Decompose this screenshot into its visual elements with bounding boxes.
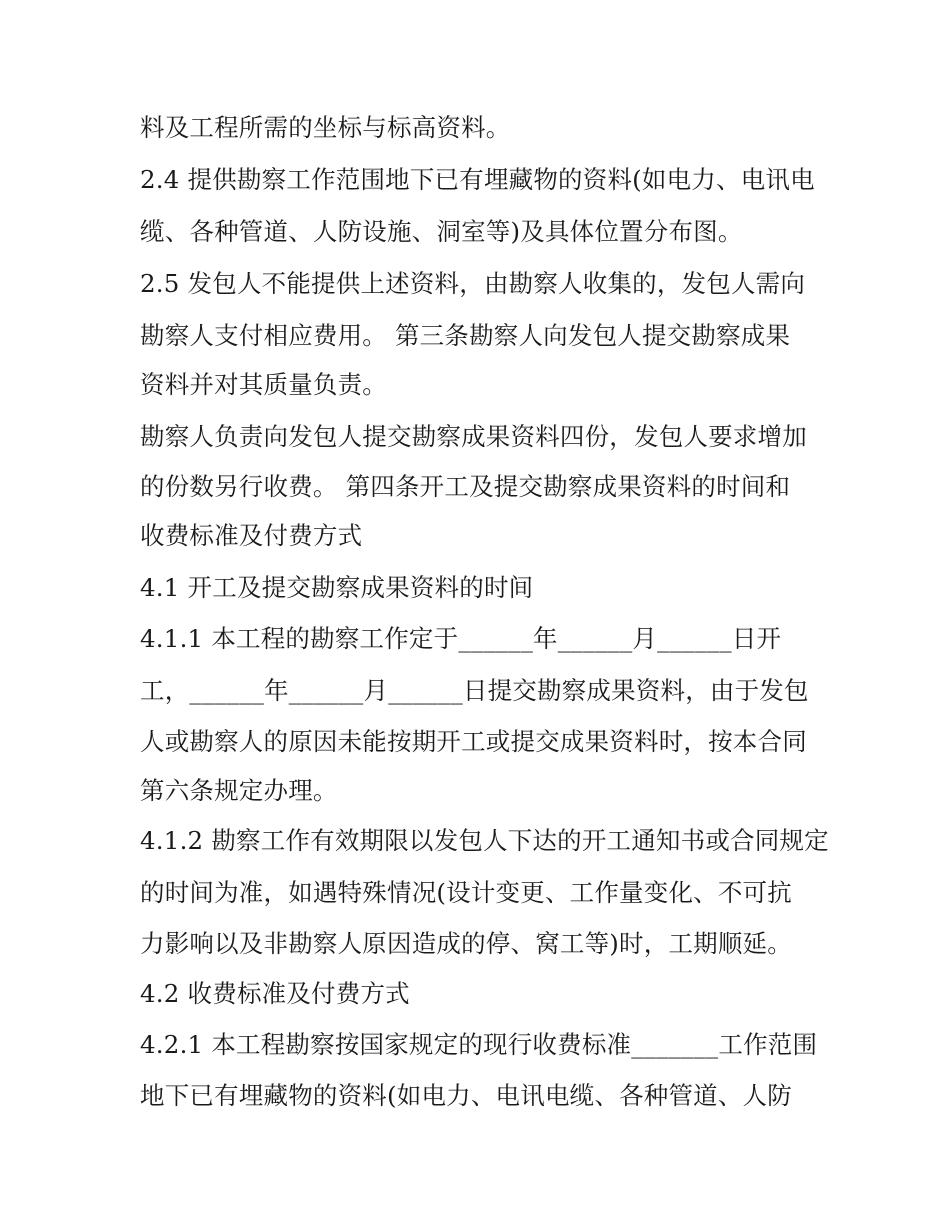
text-line: 资料并对其质量负责。: [140, 370, 387, 399]
text-line: 2.4 提供勘察工作范围地下已有埋藏物的资料(如电力、电讯电: [140, 165, 815, 194]
text-line: 4.1 开工及提交勘察成果资料的时间: [140, 573, 534, 602]
text-line: 4.2.1 本工程勘察按国家规定的现行收费标准_______工作范围: [140, 1030, 818, 1059]
text-line: 2.5 发包人不能提供上述资料，由勘察人收集的，发包人需向: [140, 269, 806, 298]
text-line: 地下已有埋藏物的资料(如电力、电讯电缆、各种管道、人防: [140, 1081, 792, 1110]
text-line: 工，______年______月______日提交勘察成果资料，由于发包: [140, 676, 809, 705]
text-line: 收费标准及付费方式: [140, 521, 363, 550]
text-line: 第六条规定办理。: [140, 776, 338, 805]
text-line: 料及工程所需的坐标与标高资料。: [140, 113, 511, 142]
text-line: 人或勘察人的原因未能按期开工或提交成果资料时，按本合同: [140, 727, 807, 756]
text-line: 4.1.2 勘察工作有效期限以发包人下达的开工通知书或合同规定: [140, 826, 829, 855]
text-line: 4.1.1 本工程的勘察工作定于______年______月______日开: [140, 624, 782, 653]
text-line: 勘察人负责向发包人提交勘察成果资料四份，发包人要求增加: [140, 422, 807, 451]
text-line: 的时间为准，如遇特殊情况(设计变更、工作量变化、不可抗: [140, 878, 792, 907]
text-line: 4.2 收费标准及付费方式: [140, 979, 410, 1008]
text-line: 缆、各种管道、人防设施、洞室等)及具体位置分布图。: [140, 217, 743, 246]
text-line: 力影响以及非勘察人原因造成的停、窝工等)时，工期顺延。: [140, 929, 792, 958]
text-line: 的份数另行收费。 第四条开工及提交勘察成果资料的时间和: [140, 472, 791, 501]
text-line: 勘察人支付相应费用。 第三条勘察人向发包人提交勘察成果: [140, 321, 791, 350]
